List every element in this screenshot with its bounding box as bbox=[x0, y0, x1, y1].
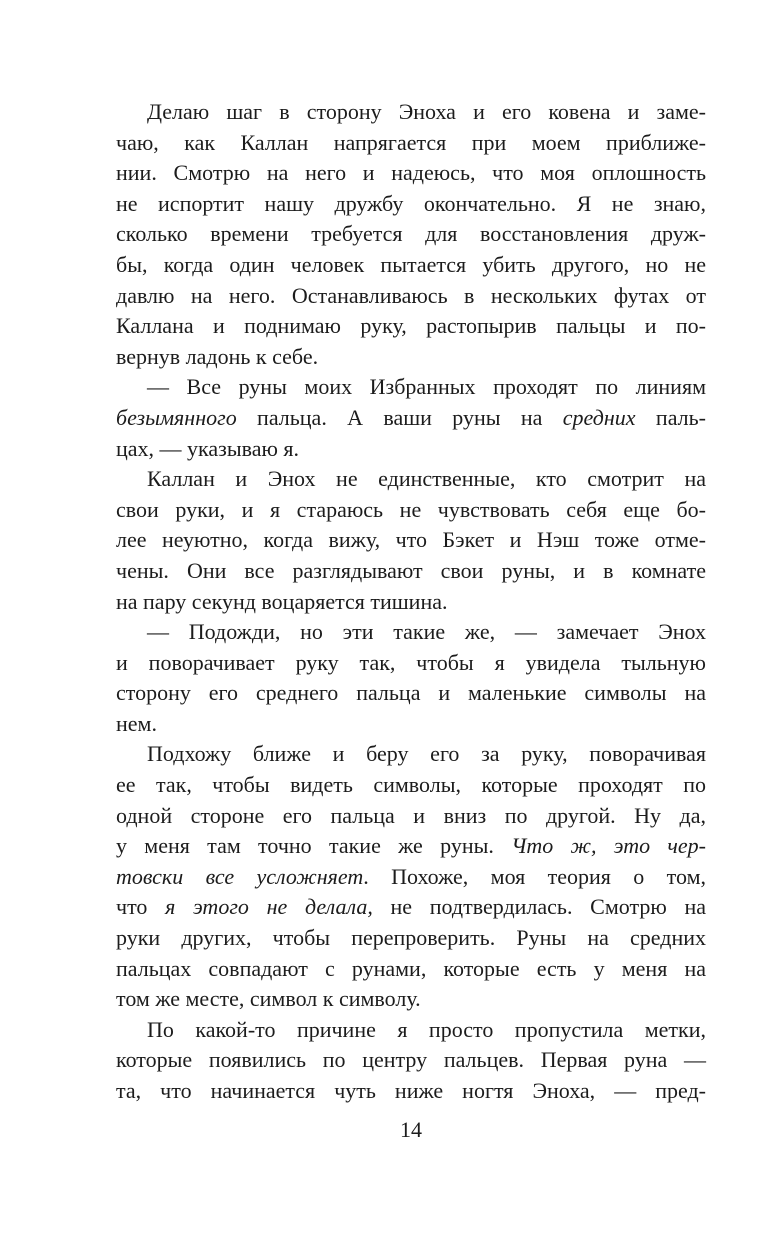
text-segment: цах, — указываю я. bbox=[116, 435, 300, 461]
text-segment: пальцах совпадают с рунами, которые есть у меня на bbox=[116, 955, 706, 981]
text-segment: Каллан и Энох не единственные, кто смотрит на bbox=[147, 466, 706, 492]
text-line bbox=[116, 954, 706, 985]
text-segment: Подхожу ближе и беру его за руку, поворачивая bbox=[147, 741, 706, 767]
text-segment: — Все руны моих Избранных проходят по линиям bbox=[147, 374, 706, 400]
text-line bbox=[116, 525, 706, 556]
text-segment: та, что начинается чуть ниже ногтя Эноха, — пред- bbox=[116, 1078, 706, 1103]
text-segment: свои руки, и я стараюсь не чувствовать себя еще бо- bbox=[116, 496, 706, 522]
text-segment: Каллана и поднимаю руку, растопырив пальцы и по- bbox=[116, 313, 706, 339]
text-line bbox=[116, 158, 706, 189]
paragraph bbox=[116, 97, 706, 372]
text-line bbox=[116, 739, 706, 770]
text-line bbox=[116, 128, 706, 159]
text-line bbox=[116, 403, 706, 434]
text-line bbox=[116, 709, 706, 740]
text-segment: которые появились по центру пальцев. Первая руна — bbox=[116, 1047, 706, 1073]
text-segment: том же месте, символ к символу. bbox=[116, 986, 421, 1012]
paragraph bbox=[116, 372, 706, 464]
page-number-label: 14 bbox=[400, 1117, 422, 1142]
text-line bbox=[116, 434, 706, 465]
text-segment: чены. Они все разглядывают свои руны, и в комнате bbox=[116, 557, 706, 583]
text-line bbox=[116, 1045, 706, 1076]
text-segment: одной стороне его пальца и вниз по другой. Ну да, bbox=[116, 802, 706, 828]
text-segment: на пару секунд воцаряется тишина. bbox=[116, 588, 448, 614]
text-segment: лее неуютно, когда вижу, что Бэкет и Нэш тоже отме- bbox=[116, 527, 706, 553]
italic-text-segment: я этого не делала, bbox=[165, 894, 373, 920]
text-segment: пальца. А ваши руны на bbox=[236, 404, 563, 430]
text-line bbox=[116, 250, 706, 281]
text-line bbox=[116, 648, 706, 679]
text-line bbox=[116, 831, 706, 862]
text-segment: не подтвердилась. Смотрю на bbox=[372, 894, 707, 920]
text-segment: чаю, как Каллан напрягается при моем приближе- bbox=[116, 129, 706, 155]
text-segment: — Подожди, но эти такие же, — замечает Энох bbox=[147, 619, 706, 645]
text-line bbox=[116, 984, 706, 1015]
text-line bbox=[116, 801, 706, 832]
text-line bbox=[116, 464, 706, 495]
text-segment: что bbox=[116, 894, 166, 920]
text-segment: сторону его среднего пальца и маленькие символы на bbox=[116, 680, 706, 706]
text-line bbox=[116, 311, 706, 342]
text-segment: сколько времени требуется для восстановления друж- bbox=[116, 221, 706, 247]
text-line bbox=[116, 617, 706, 648]
italic-text-segment: товски все усложняет bbox=[116, 863, 364, 889]
text-segment: . Похоже, моя теория о том, bbox=[363, 863, 706, 889]
text-line bbox=[116, 556, 706, 587]
text-line bbox=[116, 1076, 706, 1107]
text-segment: По какой-то причине я просто пропустила метки, bbox=[147, 1016, 706, 1042]
italic-text-segment: Что ж, это чер- bbox=[511, 833, 706, 859]
paragraph bbox=[116, 617, 706, 739]
text-line bbox=[116, 372, 706, 403]
text-segment: бы, когда один человек пытается убить другого, но не bbox=[116, 251, 706, 277]
text-segment: Делаю шаг в сторону Эноха и его ковена и заме- bbox=[147, 99, 706, 124]
text-segment: ее так, чтобы видеть символы, которые проходят по bbox=[116, 772, 706, 798]
italic-text-segment: безымянного bbox=[116, 404, 237, 430]
text-segment: и поворачивает руку так, чтобы я увидела тыльную bbox=[116, 649, 706, 675]
text-line bbox=[116, 587, 706, 618]
text-segment: нем. bbox=[116, 710, 157, 736]
text-line bbox=[116, 770, 706, 801]
text-segment: нии. Смотрю на него и надеюсь, что моя оплошность bbox=[116, 160, 706, 186]
text-line bbox=[116, 189, 706, 220]
paragraph bbox=[116, 464, 706, 617]
text-line bbox=[116, 862, 706, 893]
text-line bbox=[116, 342, 706, 373]
paragraph bbox=[116, 739, 706, 1014]
text-segment: у меня там точно такие же руны. bbox=[116, 833, 512, 859]
text-line bbox=[116, 219, 706, 250]
page-text bbox=[116, 97, 706, 1107]
italic-text-segment: средних bbox=[562, 404, 636, 430]
text-line bbox=[116, 678, 706, 709]
text-line bbox=[116, 923, 706, 954]
text-line bbox=[116, 892, 706, 923]
text-line bbox=[116, 1015, 706, 1046]
text-segment: давлю на него. Останавливаюсь в нескольких футах от bbox=[116, 282, 706, 308]
text-line bbox=[116, 97, 706, 128]
paragraph bbox=[116, 1015, 706, 1107]
text-segment: вернув ладонь к себе. bbox=[116, 343, 319, 369]
text-segment: паль- bbox=[635, 404, 706, 430]
text-line bbox=[116, 281, 706, 312]
text-line bbox=[116, 495, 706, 526]
text-segment: руки других, чтобы перепроверить. Руны на средних bbox=[116, 925, 706, 951]
text-segment: не испортит нашу дружбу окончательно. Я не знаю, bbox=[116, 190, 706, 216]
